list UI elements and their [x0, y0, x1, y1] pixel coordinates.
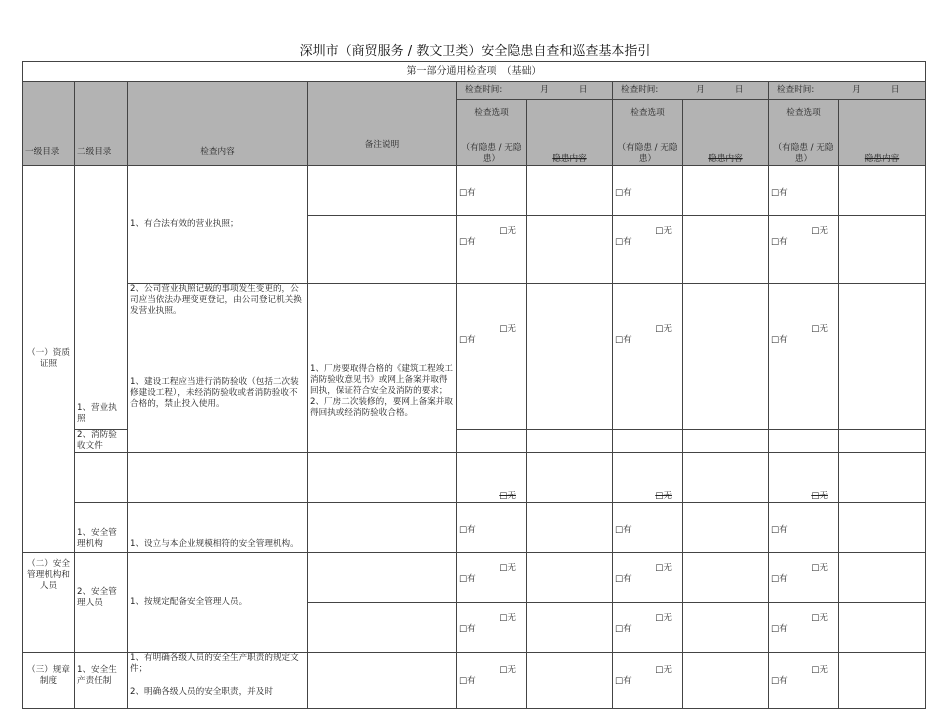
check-time-3 [769, 82, 926, 100]
check-time-label: 检查时间: [621, 85, 659, 95]
checkbox-cell[interactable] [457, 653, 527, 709]
month-label: 月 [852, 85, 861, 95]
has-hazard-checkbox[interactable]: □有 [459, 335, 476, 345]
no-hazard-checkbox[interactable]: □无 [811, 491, 828, 501]
has-hazard-checkbox[interactable]: □有 [615, 237, 632, 247]
hazard-content-cell[interactable] [839, 653, 926, 709]
content-text: 2、明确各级人员的安全职责，并及时 [130, 687, 273, 697]
no-hazard-checkbox[interactable]: □无 [655, 613, 672, 623]
check-time-2 [613, 82, 769, 100]
remark-cell [308, 653, 457, 709]
has-hazard-checkbox[interactable]: □有 [771, 188, 788, 198]
option-sub-label: （有隐患 / 无隐患） [617, 143, 678, 164]
subsection-safety-org: 1、安全管理机构 [75, 503, 128, 553]
checkbox-cell[interactable] [613, 430, 683, 453]
no-hazard-checkbox[interactable]: □无 [499, 665, 516, 675]
has-hazard-checkbox[interactable]: □有 [771, 525, 788, 535]
checkbox-cell[interactable] [457, 453, 527, 503]
subsection-safety-staff: 2、安全管理人员 [75, 553, 128, 653]
hazard-content-cell[interactable] [527, 553, 613, 603]
hazard-content-cell[interactable] [527, 430, 613, 453]
content-item: 1、有合法有效的营业执照； [128, 166, 308, 284]
remark-cell [308, 603, 457, 653]
inspection-table [22, 61, 926, 709]
checkbox-cell[interactable] [613, 653, 683, 709]
has-hazard-checkbox[interactable]: □有 [459, 525, 476, 535]
day-label: 日 [734, 85, 744, 95]
check-time-label: 检查时间: [465, 85, 503, 95]
has-hazard-checkbox[interactable]: □有 [615, 574, 632, 584]
hazard-label: 隐患内容 [708, 154, 743, 164]
checkbox-cell[interactable] [769, 453, 839, 503]
checkbox-cell[interactable] [613, 284, 683, 430]
section-qualification: （一）资质证照 [23, 166, 75, 553]
checkbox-cell[interactable] [769, 166, 839, 216]
remark-cell: 1、厂房要取得合格的《建筑工程竣工消防验收意见书》或网上备案并取得回执，保证符合安全及消防的要求；2、厂房二次装修的，要网上备案并取得回执或经消防验收合格。 [308, 284, 457, 453]
checkbox-cell[interactable] [613, 166, 683, 216]
no-hazard-checkbox[interactable]: □无 [655, 324, 672, 334]
hazard-content-cell[interactable] [683, 553, 769, 603]
content-item: 1、按规定配备安全管理人员。 [128, 553, 308, 653]
option-sub-label: （有隐患 / 无隐患） [461, 143, 522, 164]
subsection-responsibility: 1、安全生产责任制 [75, 653, 128, 709]
hazard-content-cell[interactable] [839, 216, 926, 284]
no-hazard-checkbox[interactable]: □无 [499, 613, 516, 623]
remark-cell [308, 503, 457, 553]
checkbox-cell[interactable] [613, 216, 683, 284]
checkbox-cell[interactable] [613, 603, 683, 653]
subsection-blank [75, 453, 128, 503]
hazard-content-cell[interactable] [839, 166, 926, 216]
hazard-label: 隐患内容 [864, 154, 900, 164]
content-text: 1、有明确各级人员的安全生产职责的规定文件； [130, 653, 299, 674]
remark-cell [308, 216, 457, 284]
has-hazard-checkbox[interactable]: □有 [771, 335, 788, 345]
has-hazard-checkbox[interactable]: □有 [615, 188, 632, 198]
header-remark: 备注说明 [308, 82, 457, 166]
remark-cell [308, 453, 457, 503]
no-hazard-checkbox[interactable]: □无 [499, 324, 516, 334]
checkbox-cell[interactable] [769, 284, 839, 430]
content-blank [128, 453, 308, 503]
hazard-content-cell[interactable] [683, 284, 769, 430]
has-hazard-checkbox[interactable]: □有 [615, 335, 632, 345]
header-option-3 [769, 100, 839, 166]
hazard-content-cell[interactable] [527, 603, 613, 653]
hazard-content-cell[interactable] [683, 166, 769, 216]
check-time-1 [457, 82, 613, 100]
hazard-content-cell[interactable] [839, 430, 926, 453]
checkbox-cell[interactable] [769, 653, 839, 709]
has-hazard-checkbox[interactable]: □有 [459, 574, 476, 584]
hazard-content-cell[interactable] [683, 603, 769, 653]
content-text: 2、公司营业执照记载的事项发生变更的，公司应当依法办理变更登记，由公司登记机关换发营业执照。 [130, 284, 302, 316]
has-hazard-checkbox[interactable]: □有 [459, 237, 476, 247]
hazard-content-cell[interactable] [683, 216, 769, 284]
option-label: 检查选项 [474, 108, 509, 118]
hazard-content-cell[interactable] [683, 653, 769, 709]
no-hazard-checkbox[interactable]: □无 [811, 613, 828, 623]
header-hazard-3 [839, 100, 926, 166]
has-hazard-checkbox[interactable]: □有 [771, 574, 788, 584]
remark-cell [308, 553, 457, 603]
checkbox-cell[interactable] [457, 503, 527, 553]
header-hazard-1 [527, 100, 613, 166]
has-hazard-checkbox[interactable]: □有 [771, 624, 788, 634]
no-hazard-checkbox[interactable]: □无 [499, 491, 516, 501]
check-time-label: 检查时间: [777, 85, 815, 95]
header-option-2 [613, 100, 683, 166]
hazard-content-cell[interactable] [839, 284, 926, 430]
hazard-content-cell[interactable] [527, 503, 613, 553]
no-hazard-checkbox[interactable]: □无 [811, 324, 828, 334]
month-label: 月 [696, 85, 705, 95]
part-title: 第一部分通用检查项 （基础） [23, 62, 926, 82]
no-hazard-checkbox[interactable]: □无 [655, 563, 672, 573]
month-label: 月 [540, 85, 549, 95]
hazard-content-cell[interactable] [683, 430, 769, 453]
no-hazard-checkbox[interactable]: □无 [655, 226, 672, 236]
has-hazard-checkbox[interactable]: □有 [771, 237, 788, 247]
no-hazard-checkbox[interactable]: □无 [811, 226, 828, 236]
hazard-content-cell[interactable] [839, 453, 926, 503]
has-hazard-checkbox[interactable]: □有 [459, 624, 476, 634]
hazard-content-cell[interactable] [527, 284, 613, 430]
checkbox-cell[interactable] [613, 503, 683, 553]
checkbox-cell[interactable] [457, 284, 527, 430]
subsection-business-license: 1、营业执照 [75, 166, 128, 430]
day-label: 日 [578, 85, 588, 95]
document-title: 深圳市（商贸服务 / 教文卫类）安全隐患自查和巡查基本指引 [299, 44, 651, 59]
checkbox-cell[interactable] [457, 166, 527, 216]
section-safety-management: （二）安全管理机构和人员 [23, 553, 75, 653]
day-label: 日 [890, 85, 900, 95]
hazard-content-cell[interactable] [527, 653, 613, 709]
hazard-content-cell[interactable] [683, 503, 769, 553]
header-hazard-2 [683, 100, 769, 166]
hazard-content-cell[interactable] [527, 216, 613, 284]
hazard-content-cell[interactable] [839, 553, 926, 603]
hazard-label: 隐患内容 [552, 154, 587, 164]
has-hazard-checkbox[interactable]: □有 [615, 525, 632, 535]
checkbox-cell[interactable] [613, 453, 683, 503]
has-hazard-checkbox[interactable]: □有 [615, 676, 632, 686]
content-item [128, 653, 308, 709]
checkbox-cell[interactable] [769, 503, 839, 553]
checkbox-cell[interactable] [457, 603, 527, 653]
content-item: 1、设立与本企业规模相符的安全管理机构。 [128, 503, 308, 553]
no-hazard-checkbox[interactable]: □无 [811, 563, 828, 573]
content-text: 1、建设工程应当进行消防验收（包括二次装修建设工程），未经消防验收或者消防验收不合格的，禁止投入使用。 [130, 377, 299, 409]
no-hazard-checkbox[interactable]: □无 [655, 491, 672, 501]
has-hazard-checkbox[interactable]: □有 [459, 676, 476, 686]
header-level2: 二级目录 [75, 82, 128, 166]
no-hazard-checkbox[interactable]: □无 [655, 665, 672, 675]
subsection-fire-acceptance: 2、消防验收文件 [75, 430, 128, 453]
remark-cell [308, 166, 457, 216]
checkbox-cell[interactable] [769, 553, 839, 603]
hazard-content-cell[interactable] [839, 603, 926, 653]
header-option-1 [457, 100, 527, 166]
checkbox-cell[interactable] [457, 216, 527, 284]
no-hazard-checkbox[interactable]: □无 [811, 665, 828, 675]
checkbox-cell[interactable] [457, 430, 527, 453]
no-hazard-checkbox[interactable]: □无 [499, 226, 516, 236]
no-hazard-checkbox[interactable]: □无 [499, 563, 516, 573]
hazard-content-cell[interactable] [527, 166, 613, 216]
option-label: 检查选项 [630, 108, 665, 118]
hazard-content-cell[interactable] [683, 453, 769, 503]
option-sub-label: （有隐患 / 无隐患） [773, 143, 834, 164]
checkbox-cell[interactable] [769, 430, 839, 453]
checkbox-cell[interactable] [769, 216, 839, 284]
option-label: 检查选项 [786, 108, 821, 118]
has-hazard-checkbox[interactable]: □有 [459, 188, 476, 198]
content-item [128, 284, 308, 453]
has-hazard-checkbox[interactable]: □有 [615, 624, 632, 634]
checkbox-cell[interactable] [769, 603, 839, 653]
header-level1: 一级目录 [23, 82, 75, 166]
section-rules: （三）规章制度 [23, 653, 75, 709]
has-hazard-checkbox[interactable]: □有 [771, 676, 788, 686]
hazard-content-cell[interactable] [527, 453, 613, 503]
header-content: 检查内容 [128, 82, 308, 166]
checkbox-cell[interactable] [457, 553, 527, 603]
checkbox-cell[interactable] [613, 553, 683, 603]
hazard-content-cell[interactable] [839, 503, 926, 553]
